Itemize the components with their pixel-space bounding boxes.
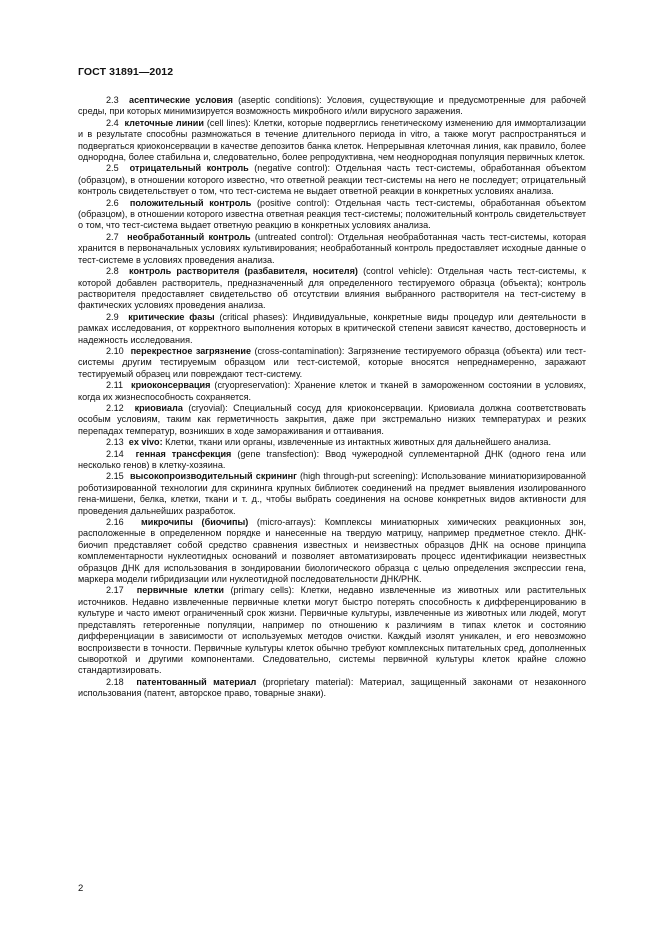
definition-term: положительный контроль <box>129 197 252 208</box>
definition-text: (untreated control): Отдельная необработанная часть тест-системы, которая хранится в первоначальных условиях культивирования; необработанный контроль предоставляет исходные данные о тест-системе в условиях проведения анализа. <box>78 231 586 265</box>
definition-term: микрочипы (биочипы) <box>141 517 249 528</box>
definition-2-12 <box>78 403 586 437</box>
definition-text: (cryovial): Специальный сосуд для криоконсервации. Криовиала должна соответствовать особым условиям, таким как герметичность закрытия, даже при экстремально низких температурах и резких перепадах температур, возникших в ходе замораживания и оттаивания. <box>78 402 586 436</box>
definition-term: криоконсервация <box>131 380 211 391</box>
definition-text: (proprietary material): Материал, защищенный законами от незаконного использования (патент, авторское право, товарные знаки). <box>78 676 587 699</box>
definition-number: 2.4 <box>106 117 119 128</box>
definition-text: (micro-arrays): Комплексы миниатюрных химических реакционных зон, расположенные в определенном порядке и нанесенные на твердую матрицу, например предметное стекло. ДНК-биочип представляет собой средство сравнения известных и неизвестных образцов ДНК на основе принципа комплементарности нуклеотидных оснований и позволяет автоматизировать процесс идентификации неизвестных образцов ДНК для использования в зондировании биологического образца с целью определения экспрессии гена, маркера модели гибридизации или нуклеотидной последовательности ДНК/РНК. <box>78 517 586 585</box>
definition-2-4 <box>78 118 586 164</box>
definition-2-7 <box>78 232 586 266</box>
definition-number: 2.5 <box>106 163 119 174</box>
definition-text: (control vehicle): Отдельная часть тест-системы, к которой добавлен растворитель, предназначенный для определенного тестируемого образца (объекта); контроль растворителя предоставляет свидетельство об отсутствии влияния выбранного растворителя на тест-систему в фактических условиях проведения анализа. <box>78 266 586 311</box>
definition-text: (aseptic conditions): Условия, существующие и предусмотренные для рабочей среды, при которых минимизируется возможность микробного и/или вирусного заражения. <box>78 95 587 117</box>
definition-2-13 <box>78 437 586 448</box>
page-number: 2 <box>78 883 84 894</box>
definition-number: 2.17 <box>106 585 124 596</box>
definition-2-5 <box>78 163 586 197</box>
definitions-list <box>78 95 586 700</box>
definition-term: отрицательный контроль <box>129 163 249 174</box>
definition-term: клеточные линии <box>124 117 204 128</box>
definition-text: Клетки, ткани или органы, извлеченные из интактных животных для дальнейшего анализа. <box>162 437 551 448</box>
definition-number: 2.9 <box>106 311 119 322</box>
definition-term: необработанный контроль <box>127 231 251 242</box>
definition-2-8 <box>78 266 586 312</box>
definition-number: 2.16 <box>106 517 124 528</box>
definition-text: (positive control): Отдельная часть тест-системы, обработанная объектом (образцом), в отношении которого известна ответная реакция тест-системы; положительный контроль свидетельствует о том, что тест-система выдает ответную реакцию в конкретных условиях анализа. <box>78 197 586 231</box>
definition-number: 2.18 <box>106 676 124 687</box>
definition-2-9 <box>78 312 586 346</box>
definition-term: перекрестное загрязнение <box>130 345 252 356</box>
definition-term: генная трансфекция <box>135 448 232 459</box>
definition-number: 2.14 <box>106 448 124 459</box>
definition-number: 2.10 <box>106 345 124 356</box>
definition-term: высокопроизводительный скрининг <box>129 471 297 482</box>
definition-number: 2.15 <box>106 471 124 482</box>
definition-2-16 <box>78 517 586 585</box>
definition-text: (negative control): Отдельная часть тест-системы, обработанная объектом (образцом), в отношении которого известно, что ответной реакции тест-системы на него не последует; отрицательный контроль свидетельствует о том, что тест-система не выдает ответной реакции в конкретных условиях анализа. <box>78 163 586 197</box>
definition-2-11 <box>78 380 586 403</box>
definition-2-15 <box>78 471 586 517</box>
definition-term: патентованный материал <box>136 676 257 687</box>
definition-2-3 <box>78 95 586 118</box>
definition-text: (cross-contamination): Загрязнение тестируемого образца (объекта) или тест-системы другим тестируемым образцом или тест-системой, которые вносятся непреднамеренно, заражают тестируемый образец или повреждают тест-систему. <box>78 345 586 379</box>
definition-text: (primary cells): Клетки, недавно извлеченные из животных или растительных источников. Недавно извлеченные первичные клетки могут быстро потерять способность к дифференцированию в культуре и часто имеют ограниченный срок жизни. Первичные культуры, извлеченные из животных или людей, могут представлять гетерогенные популяции, например по отношению к различиям в типах клеток и состоянию дифференциации в зависимости от используемых методов очистки. Каждый изолят уникален, и его невозможно воспроизвести в точности. Первичные культуры клеток обычно требуют комплексных питательных сред, дополненных сывороткой и другими компонентами. Следовательно, системы первичной культуры клеток крайне сложно стандартизировать. <box>78 585 586 676</box>
definition-number: 2.11 <box>106 380 124 391</box>
definition-2-17 <box>78 585 586 676</box>
definition-text: (gene transfection): Ввод чужеродной суплементарной ДНК (одного гена или несколько генов) в клетку-хозяина. <box>78 448 586 470</box>
definition-term: контроль растворителя (разбавителя, носителя) <box>129 266 358 277</box>
document-header: ГОСТ 31891—2012 <box>78 66 174 78</box>
definition-number: 2.8 <box>106 266 119 277</box>
definition-2-10 <box>78 346 586 380</box>
definition-number: 2.12 <box>106 402 124 413</box>
definition-term: первичные клетки <box>136 585 225 596</box>
definition-term: криовиала <box>134 402 183 413</box>
definition-term: асептические условия <box>129 95 233 105</box>
definition-number: 2.3 <box>106 95 119 105</box>
definition-2-18 <box>78 677 586 700</box>
definition-text: (cryopreservation): Хранение клеток и тканей в замороженном состоянии в условиях, когда их жизнеспособность сохраняется. <box>78 380 586 402</box>
definition-2-14 <box>78 449 586 472</box>
definition-number: 2.7 <box>106 231 119 242</box>
definition-text: (cell lines): Клетки, которые подверглись генетическому изменению для иммортализации и в результате способны размножаться в течение длительного периода in vitro, а также могут распространяться и подвергаться криоконсервации в качестве депозитов банка клеток. Непрерывная клеточная линия, как правило, более однородна, более стабильна и, следовательно, более репродуктивна, чем неоднородная популяция первичных клеток. <box>78 117 586 163</box>
definition-text: (critical phases): Индивидуальные, конкретные виды процедур или деятельности в рамках исследования, от корректного выполнения которых в критической степени зависят качество, достоверность и надежность исследования. <box>78 311 586 345</box>
definition-2-6 <box>78 198 586 232</box>
definition-text: (high through-put screening): Использование миниатюризированной роботизированной технологии для скрининга крупных библиотек соединений на предмет выявления изолированного гена-мишени, белка, клетки, ткани и т. д., чтобы выбрать соединения на основе конкретных видов активности для проведения дальнейших разработок. <box>78 471 586 516</box>
definition-term: критические фазы <box>128 311 215 322</box>
definition-number: 2.13 <box>106 437 124 448</box>
definition-number: 2.6 <box>106 197 119 208</box>
definition-term: ex vivo: <box>128 437 163 448</box>
